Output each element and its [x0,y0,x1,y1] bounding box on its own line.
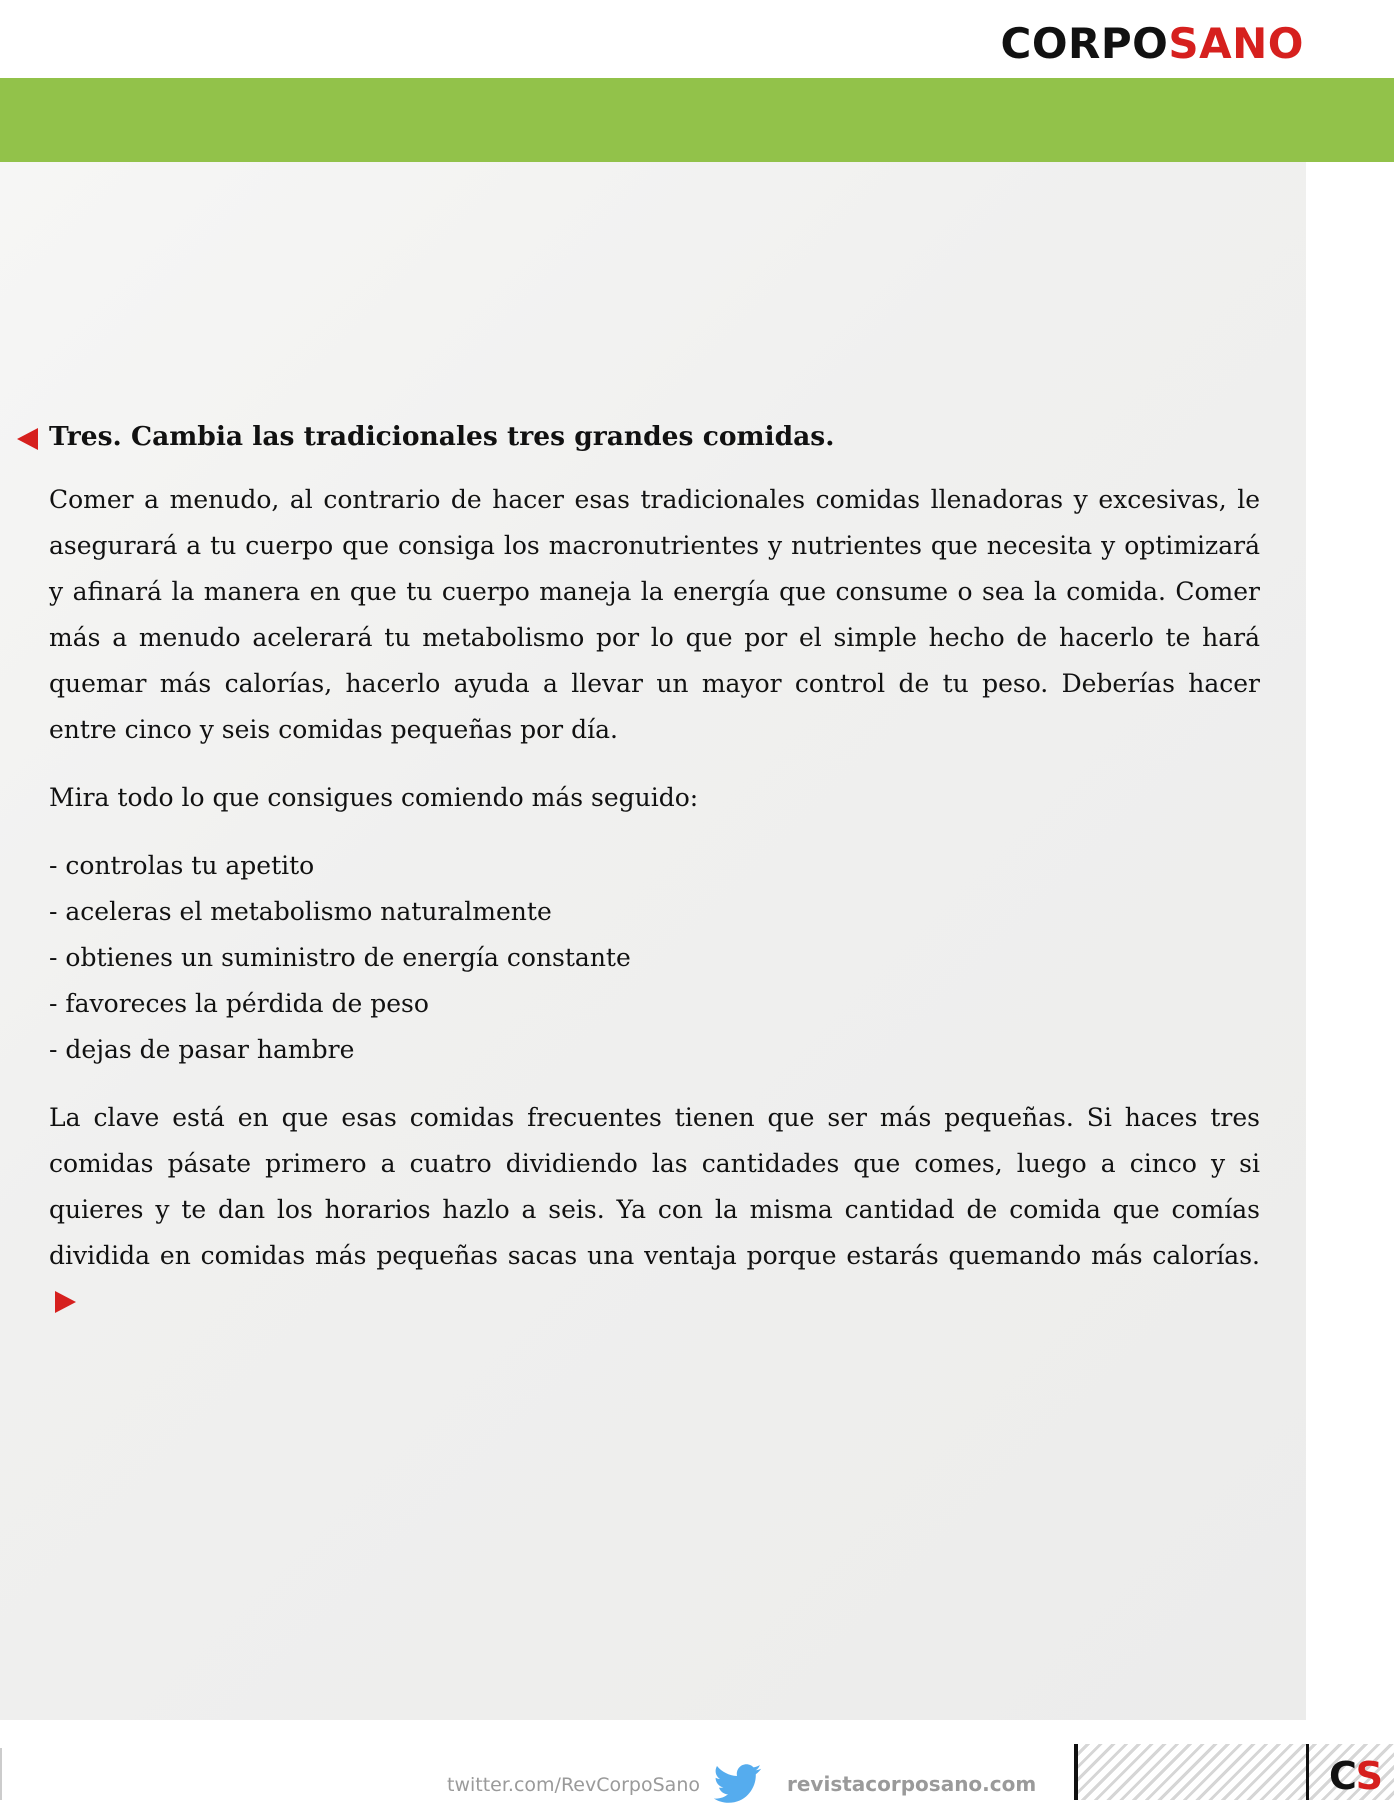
paragraph-3-text: La clave está en que esas comidas frecuentes tienen que ser más pequeñas. Si haces tres comidas pásate primero a cuatro dividiendo las cantidades que comes, luego a cinco y si quieres y te dan los horarios hazlo a seis. Ya con la misma cantidad de comida que comías dividida en comidas más pequeñas sacas una ventaja porque estarás quemando más calorías. [49,1103,1260,1270]
logo-sano: SANO [1168,19,1304,68]
twitter-bird-icon[interactable] [714,1764,762,1804]
footer-stripes [1074,1744,1310,1800]
footer-divider [0,1748,2,1800]
paragraph-1: Comer a menudo, al contrario de hacer esas tradicionales comidas llenadoras y excesivas, le asegurará a tu cuerpo que consiga los macronutrientes y nutrientes que necesita y optimizará y afinará la manera en que tu cuerpo maneja la energía que consume o sea la comida. Comer más a menudo acelerará tu metabolismo por lo que por el simple hecho de hacerlo te hará quemar más calorías, hacerlo ayuda a llevar un mayor control de tu peso. Deberías hacer entre cinco y seis comidas pequeñas por día. [49,485,1260,744]
page-header [0,0,1394,78]
article-heading-text: Tres. Cambia las tradicionales tres grandes comidas. [49,421,835,452]
list-item: - controlas tu apetito [49,851,315,880]
cs-logo [1329,1754,1381,1798]
list-item: - obtienes un suministro de energía constante [49,943,631,972]
article-content [49,417,1260,1347]
twitter-link[interactable]: twitter.com/RevCorpoSano [447,1774,700,1796]
green-banner [0,78,1394,162]
list-item: - aceleras el metabolismo naturalmente [49,897,552,926]
logo-corpo: CORPO [1000,19,1169,68]
page-footer [0,1720,1394,1800]
cs-badge [1306,1744,1394,1800]
cs-logo-c: C [1329,1754,1356,1798]
triangle-left-icon [17,428,38,450]
article-heading [49,417,1260,457]
benefits-list [49,843,1260,1073]
cs-logo-s: S [1355,1754,1381,1798]
list-item: - favoreces la pérdida de peso [49,989,429,1018]
website-link[interactable]: revistacorposano.com [787,1772,1037,1796]
paragraph-3 [49,1095,1260,1325]
list-item: - dejas de pasar hambre [49,1035,355,1064]
paragraph-2: Mira todo lo que consigues comiendo más seguido: [49,783,699,812]
triangle-right-icon [55,1291,76,1313]
corposano-logo [1001,20,1304,68]
